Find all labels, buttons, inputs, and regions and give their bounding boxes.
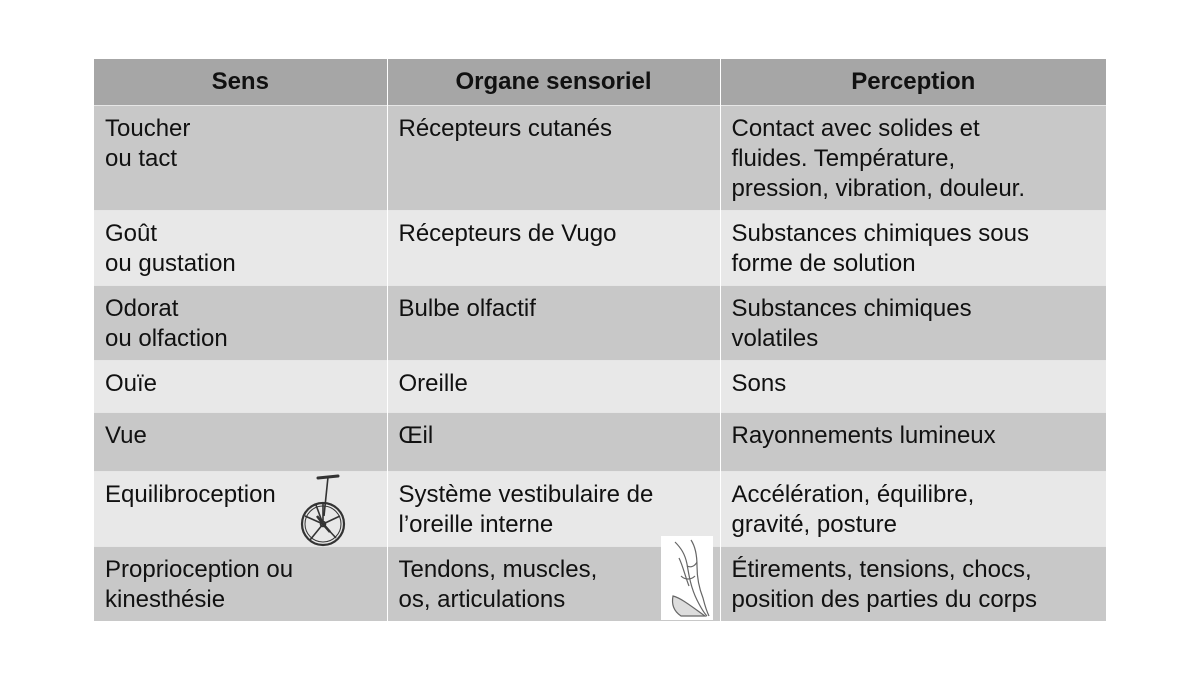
cell-text: Accélération, équilibre, bbox=[731, 481, 975, 508]
cell-sens bbox=[94, 361, 387, 413]
cell-text: ou gustation bbox=[105, 250, 236, 277]
cell-text: pression, vibration, douleur. bbox=[731, 175, 1026, 202]
cell-text: ou tact bbox=[105, 145, 178, 172]
senses-table bbox=[94, 59, 1106, 621]
cell-text: Rayonnements lumineux bbox=[731, 422, 996, 449]
cell-perception bbox=[720, 413, 1106, 472]
table-row bbox=[94, 286, 1106, 361]
cell-perception bbox=[720, 286, 1106, 361]
cell-text: Substances chimiques sous bbox=[731, 220, 1029, 247]
cell-sens bbox=[94, 413, 387, 472]
header-perception: Perception bbox=[720, 59, 1106, 106]
cell-text: Œil bbox=[398, 422, 434, 449]
cell-organe bbox=[387, 413, 720, 472]
cell-sens bbox=[94, 286, 387, 361]
cell-text: Contact avec solides et bbox=[731, 115, 980, 142]
header-organe: Organe sensoriel bbox=[387, 59, 720, 106]
cell-text: Goût bbox=[105, 220, 158, 247]
cell-text: kinesthésie bbox=[105, 586, 226, 613]
cell-text: Proprioception ou bbox=[105, 556, 294, 583]
cell-text: l’oreille interne bbox=[398, 511, 554, 538]
cell-text: Odorat bbox=[105, 295, 179, 322]
header-sens: Sens bbox=[94, 59, 387, 106]
table-row bbox=[94, 472, 1106, 547]
header-row bbox=[94, 59, 1106, 106]
cell-text: os, articulations bbox=[398, 586, 566, 613]
cell-organe bbox=[387, 211, 720, 286]
cell-text: Sons bbox=[731, 370, 787, 397]
cell-sens bbox=[94, 106, 387, 211]
cell-text: forme de solution bbox=[731, 250, 916, 277]
table-row bbox=[94, 361, 1106, 413]
cell-text: Oreille bbox=[398, 370, 468, 397]
cell-text: fluides. Température, bbox=[731, 145, 956, 172]
unicycle-icon bbox=[296, 472, 356, 548]
cell-text: Vue bbox=[105, 422, 147, 449]
cell-text: Equilibroception bbox=[105, 481, 276, 508]
cell-text: Substances chimiques bbox=[731, 295, 972, 322]
cell-sens bbox=[94, 472, 387, 547]
cell-text: Ouïe bbox=[105, 370, 158, 397]
cell-text: Tendons, muscles, bbox=[398, 556, 598, 583]
cell-text: Récepteurs de Vugo bbox=[398, 220, 617, 247]
cell-perception bbox=[720, 211, 1106, 286]
cell-text: Toucher bbox=[105, 115, 191, 142]
cell-organe bbox=[387, 361, 720, 413]
cell-perception bbox=[720, 472, 1106, 547]
cell-sens bbox=[94, 547, 387, 622]
cell-perception bbox=[720, 361, 1106, 413]
cell-organe bbox=[387, 286, 720, 361]
cell-text: Récepteurs cutanés bbox=[398, 115, 612, 142]
cell-text: ou olfaction bbox=[105, 325, 228, 352]
table-row bbox=[94, 413, 1106, 472]
table-row bbox=[94, 547, 1106, 622]
leg-anatomy-icon bbox=[661, 536, 713, 620]
cell-organe bbox=[387, 547, 720, 622]
cell-perception bbox=[720, 106, 1106, 211]
cell-organe bbox=[387, 106, 720, 211]
cell-perception bbox=[720, 547, 1106, 622]
cell-text: position des parties du corps bbox=[731, 586, 1038, 613]
cell-text: Étirements, tensions, chocs, bbox=[731, 556, 1032, 583]
cell-text: volatiles bbox=[731, 325, 819, 352]
table-row bbox=[94, 211, 1106, 286]
cell-text: Système vestibulaire de bbox=[398, 481, 654, 508]
table-row bbox=[94, 106, 1106, 211]
cell-sens bbox=[94, 211, 387, 286]
cell-text: gravité, posture bbox=[731, 511, 897, 538]
cell-text: Bulbe olfactif bbox=[398, 295, 536, 322]
